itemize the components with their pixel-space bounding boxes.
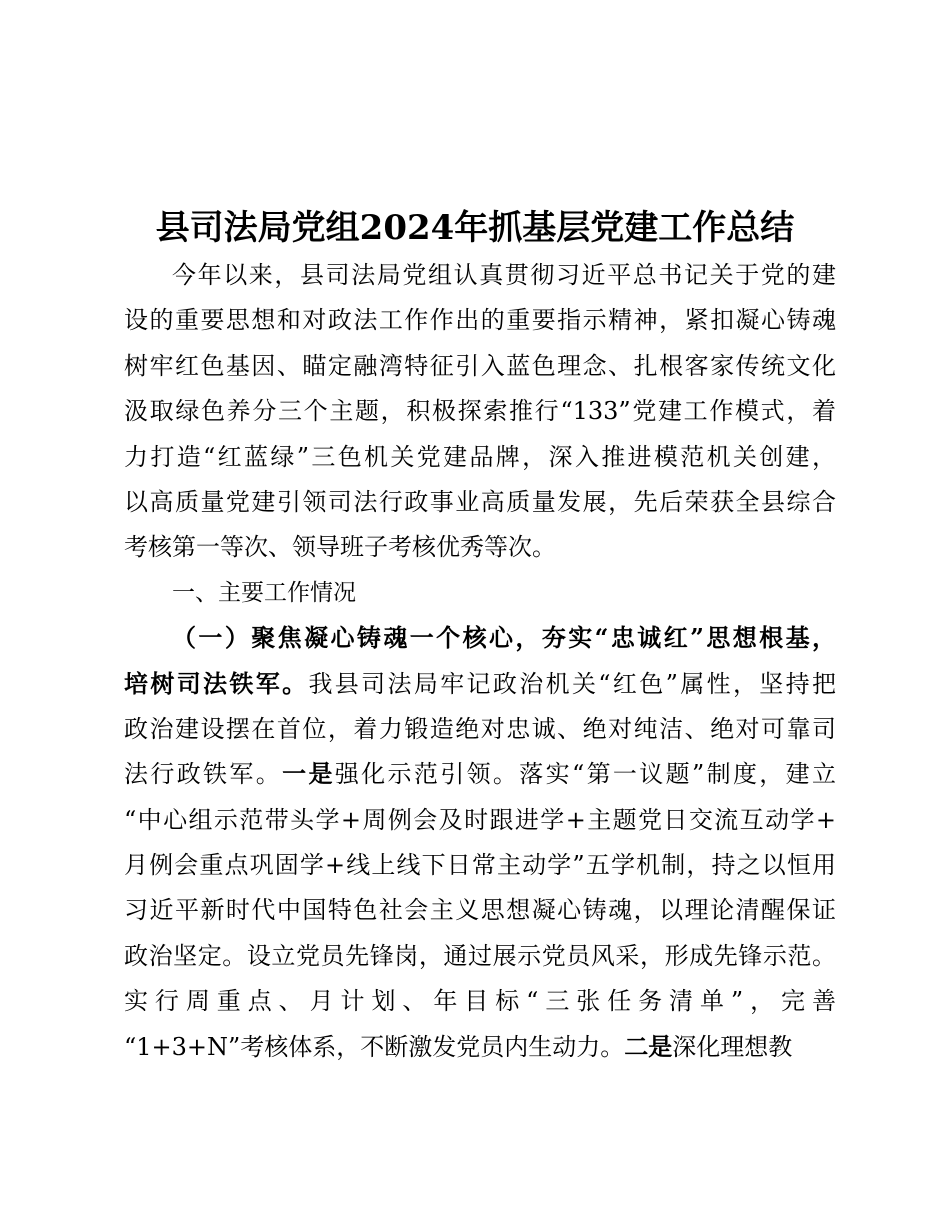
subsection-paragraph: [124, 619, 836, 1066]
emphasis-first: 一是: [282, 759, 335, 789]
subsection-line: 习近平新时代中国特色社会主义思想凝心铸魂，以理论清醒保证: [124, 896, 836, 925]
subsection-text: “1+3+N”考核体系，不断激发党员内生动力。: [124, 1032, 625, 1061]
subsection-text: 我县司法局牢记政治机关“红色”属性，坚持把: [308, 669, 836, 698]
subsection-heading: （一）聚焦凝心铸魂一个核心，夯实“忠诚红”思想根基，: [172, 623, 836, 653]
section-heading: 一、主要工作情况: [172, 579, 356, 606]
emphasis-second: 二是: [624, 1031, 673, 1061]
intro-paragraph: [124, 256, 836, 566]
document-body: [124, 236, 836, 1073]
subsection-line: “中心组示范带头学+周例会及时跟进学+主题党日交流互动学+: [124, 805, 836, 834]
intro-line: 以高质量党建引领司法行政事业高质量发展，先后荣获全县综合: [124, 487, 836, 516]
intro-line: 今年以来，县司法局党组认真贯彻习近平总书记关于党的建: [172, 261, 836, 289]
intro-line: 考核第一等次、领导班子考核优秀等次。: [124, 533, 556, 562]
intro-line: 设的重要思想和对政法工作作出的重要指示精神，紧扣凝心铸魂: [124, 306, 836, 335]
subsection-line: [124, 755, 836, 793]
intro-line: 力打造“红蓝绿”三色机关党建品牌，深入推进模范机关创建，: [124, 442, 836, 471]
intro-line: 树牢红色基因、瞄定融湾特征引入蓝色理念、扎根客家传统文化: [124, 351, 836, 380]
subsection-heading-end: 培树司法铁军。: [124, 668, 309, 698]
subsection-text: 深化理想教: [672, 1032, 793, 1061]
subsection-text: 强化示范引领。落实“第一议题”制度，建立: [334, 760, 837, 789]
subsection-line: 政治坚定。设立党员先锋岗，通过展示党员风采，形成先锋示范。: [124, 941, 836, 970]
intro-line: 汲取绿色养分三个主题，积极探索推行“133”党建工作模式，着: [124, 397, 836, 426]
subsection-line: [124, 665, 836, 703]
subsection-line: [124, 1028, 836, 1066]
subsection-line: 实行周重点、月计划、年目标“三张任务清单”，完善: [124, 987, 836, 1016]
subsection-line: 月例会重点巩固学+线上线下日常主动学”五学机制，持之以恒用: [124, 851, 836, 880]
subsection-line: 政治建设摆在首位，着力锻造绝对忠诚、绝对纯洁、绝对可靠司: [124, 714, 836, 743]
document-title: 县司法局党组2024年抓基层党建工作总结: [155, 208, 795, 248]
subsection-text: 法行政铁军。: [124, 760, 283, 789]
